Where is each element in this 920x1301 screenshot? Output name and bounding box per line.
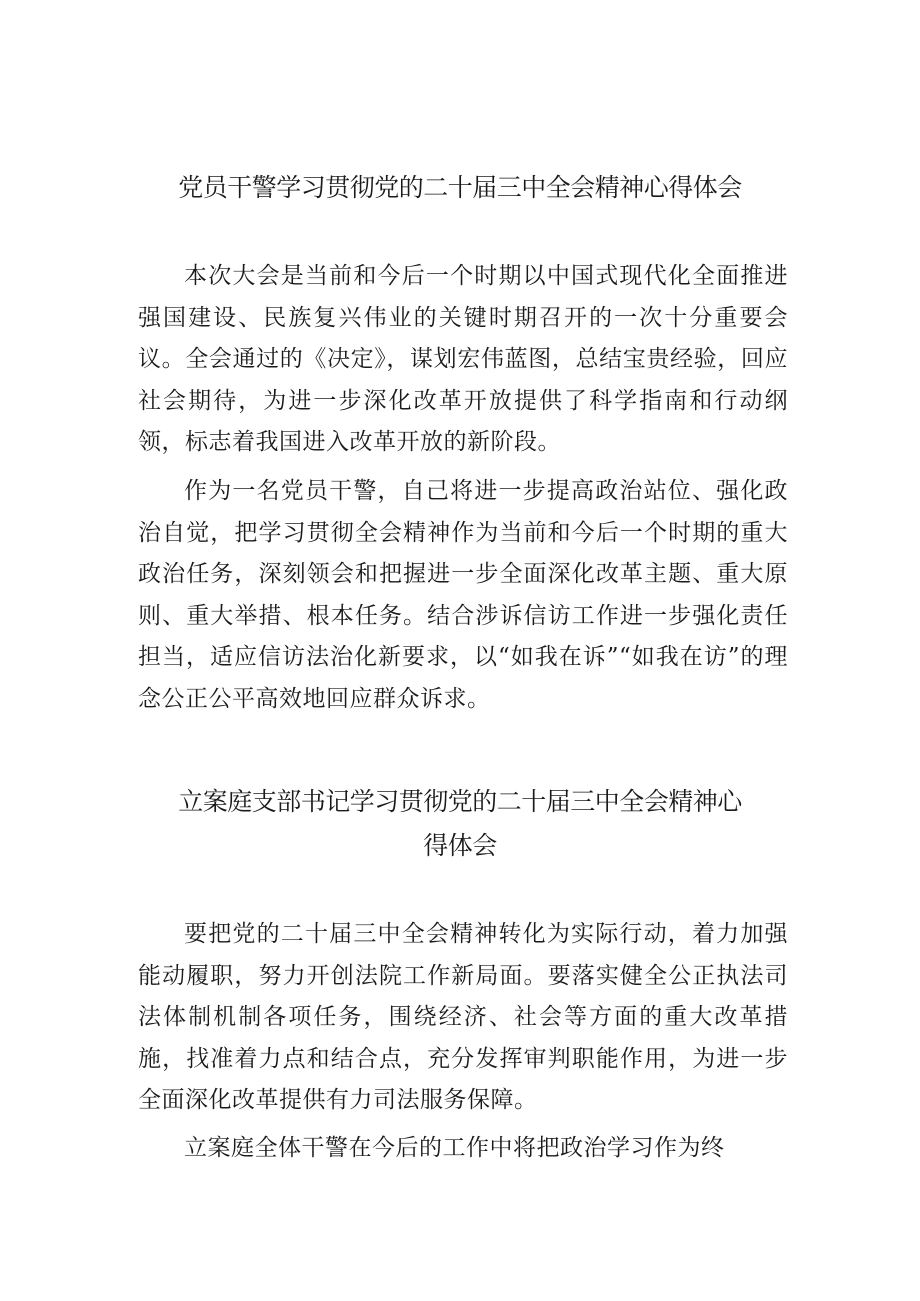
section-2-paragraph-1: 要把党的二十届三中全会精神转化为实际行动，着力加强能动履职，努力开创法院工作新局面。要落实健全公正执法司法体制机制各项任务，围绕经济、社会等方面的重大改革措施，找准着力点和结合点，充分发挥审判职能作用，为进一步全面深化改革提供有力司法服务保障。: [138, 921, 788, 1113]
section-2-title: [0, 780, 920, 868]
section-2-title-line-2: 得体会: [423, 831, 497, 860]
section-2-title-line-1: 立案庭支部书记学习贯彻党的二十届三中全会精神心: [178, 787, 742, 816]
section-1-paragraph-1: 本次大会是当前和今后一个时期以中国式现代化全面推进强国建设、民族复兴伟业的关键时期召开的一次十分重要会议。全会通过的《决定》，谋划宏伟蓝图，总结宝贵经验，回应社会期待，为进一步深化改革开放提供了科学指南和行动纲领，标志着我国进入改革开放的新阶段。: [138, 263, 788, 455]
section-2-paragraph-2: 立案庭全体干警在今后的工作中将把政治学习作为终: [184, 1135, 725, 1161]
section-1-title: [0, 166, 920, 210]
section-1-title-text: 党员干警学习贯彻党的二十届三中全会精神心得体会: [178, 173, 742, 202]
section-1-paragraph-2: 作为一名党员干警，自己将进一步提高政治站位、强化政治自觉，把学习贯彻全会精神作为当前和今后一个时期的重大政治任务，深刻领会和把握进一步全面深化改革主题、重大原则、重大举措、根本任务。结合涉诉信访工作进一步强化责任担当，适应信访法治化新要求，以“如我在诉”“如我在访”的理念公正公平高效地回应群众诉求。: [138, 478, 788, 712]
